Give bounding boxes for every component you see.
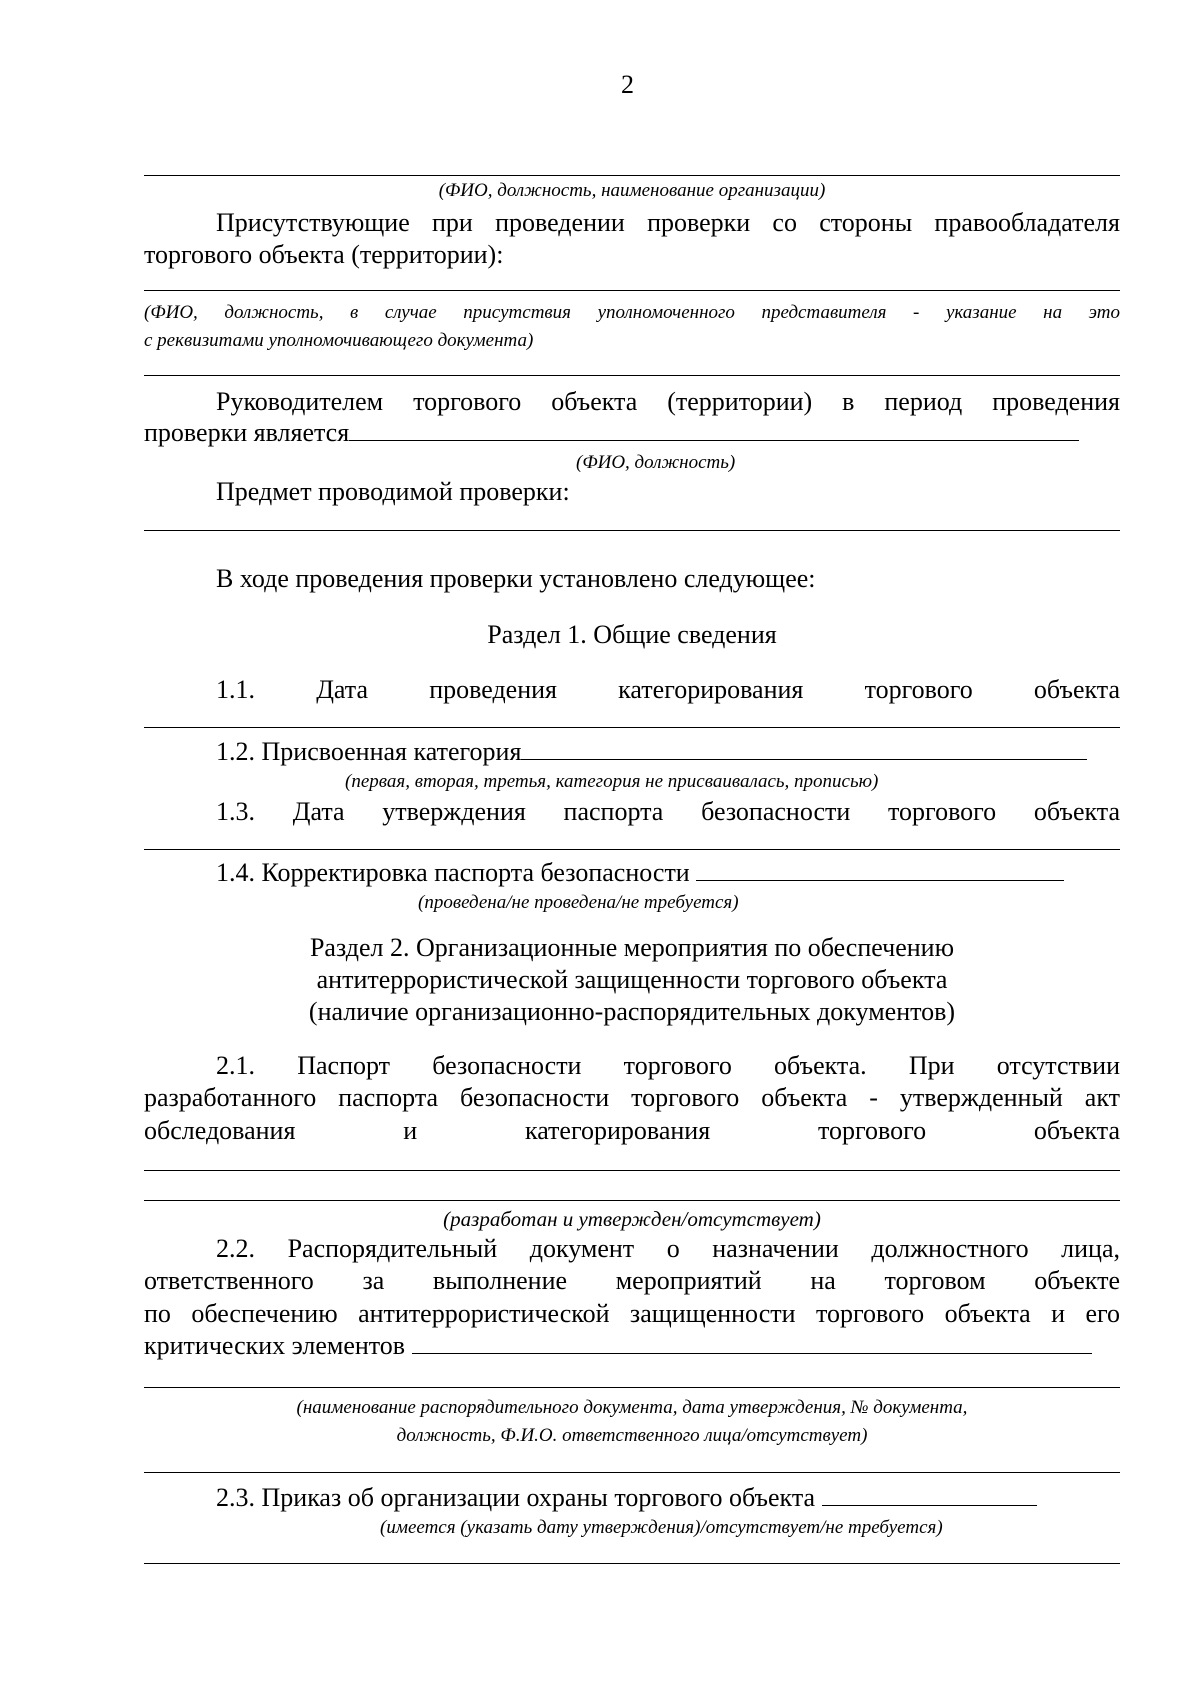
item-2-2-caption-1: (наименование распорядительного документа, дата утверждения, № документа, <box>296 1397 968 1418</box>
item-2-1-line-2: разработанного паспорта безопасности торгового объекта - утвержденный акт <box>144 1083 1120 1112</box>
item-2-2-caption-2: должность, Ф.И.О. ответственного лица/отсутствует) <box>396 1425 868 1446</box>
blank-line <box>696 880 1064 881</box>
blank-line <box>144 1563 1120 1564</box>
blank-line <box>144 530 1120 531</box>
page-number: 2 <box>621 70 634 99</box>
item-1-2-caption: (первая, вторая, третья, категория не присваивалась, прописью) <box>345 771 879 792</box>
item-2-1-line-3: обследования и категорирования торгового объекта <box>144 1116 1120 1145</box>
present-caption-2: с реквизитами уполномочивающего документа) <box>144 330 534 351</box>
blank-line <box>144 1170 1120 1171</box>
item-2-3 <box>216 1483 1037 1513</box>
item-1-2-label: 1.2. Присвоенная категория <box>216 737 522 766</box>
item-1-4 <box>216 858 1064 888</box>
section-2-title-1: Раздел 2. Организационные мероприятия по обеспечению <box>309 933 955 962</box>
item-2-3-label: 2.3. Приказ об организации охраны торгового объекта <box>216 1483 816 1512</box>
item-2-3-caption: (имеется (указать дату утверждения)/отсутствует/не требуется) <box>380 1517 943 1538</box>
present-line-2: торгового объекта (территории): <box>144 240 504 269</box>
established-label: В ходе проведения проверки установлено следующее: <box>216 564 816 593</box>
blank-line <box>144 1200 1120 1201</box>
blank-line <box>144 1472 1120 1473</box>
head-line-2 <box>144 418 1079 448</box>
blank-line <box>521 759 1087 760</box>
head-line-2-text: проверки является <box>144 418 350 447</box>
caption-org: (ФИО, должность, наименование организации) <box>438 180 826 201</box>
item-2-2-line-2: ответственного за выполнение мероприятий на торговом объекте <box>144 1266 1120 1295</box>
item-1-1: 1.1. Дата проведения категорирования торгового объекта <box>216 675 1120 704</box>
blank-line <box>822 1505 1037 1506</box>
present-line-1: Присутствующие при проведении проверки со стороны правообладателя <box>216 208 1120 237</box>
blank-line <box>144 1387 1120 1388</box>
section-2-title-3: (наличие организационно-распорядительных документов) <box>308 997 956 1026</box>
blank-line <box>349 440 1079 441</box>
item-2-2-line-4-text: критических элементов <box>144 1331 406 1360</box>
item-2-2-line-4 <box>144 1331 1092 1361</box>
item-2-2-line-3: по обеспечению антитеррористической защищенности торгового объекта и его <box>144 1299 1120 1328</box>
blank-line <box>144 849 1120 850</box>
item-1-3: 1.3. Дата утверждения паспорта безопасности торгового объекта <box>216 797 1120 826</box>
item-2-2-line-1: 2.2. Распорядительный документ о назначении должностного лица, <box>216 1234 1120 1263</box>
item-2-1-line-1: 2.1. Паспорт безопасности торгового объекта. При отсутствии <box>216 1051 1120 1080</box>
present-caption-1: (ФИО, должность, в случае присутствия уполномоченного представителя - указание на это <box>144 302 1120 323</box>
blank-line <box>412 1353 1092 1354</box>
blank-line <box>144 375 1120 376</box>
item-2-1-caption: (разработан и утвержден/отсутствует) <box>443 1207 821 1231</box>
blank-line <box>144 727 1120 728</box>
head-line-1: Руководителем торгового объекта (территории) в период проведения <box>216 387 1120 416</box>
section-1-title: Раздел 1. Общие сведения <box>487 620 777 649</box>
blank-line <box>144 175 1120 176</box>
head-caption: (ФИО, должность) <box>576 452 736 473</box>
item-1-2 <box>216 737 1087 767</box>
blank-line <box>144 290 1120 291</box>
item-1-4-caption: (проведена/не проведена/не требуется) <box>418 892 739 913</box>
section-2-title-2: антитеррористической защищенности торгового объекта <box>316 965 948 994</box>
subject-label: Предмет проводимой проверки: <box>216 477 570 506</box>
item-1-4-label: 1.4. Корректировка паспорта безопасности <box>216 858 690 887</box>
